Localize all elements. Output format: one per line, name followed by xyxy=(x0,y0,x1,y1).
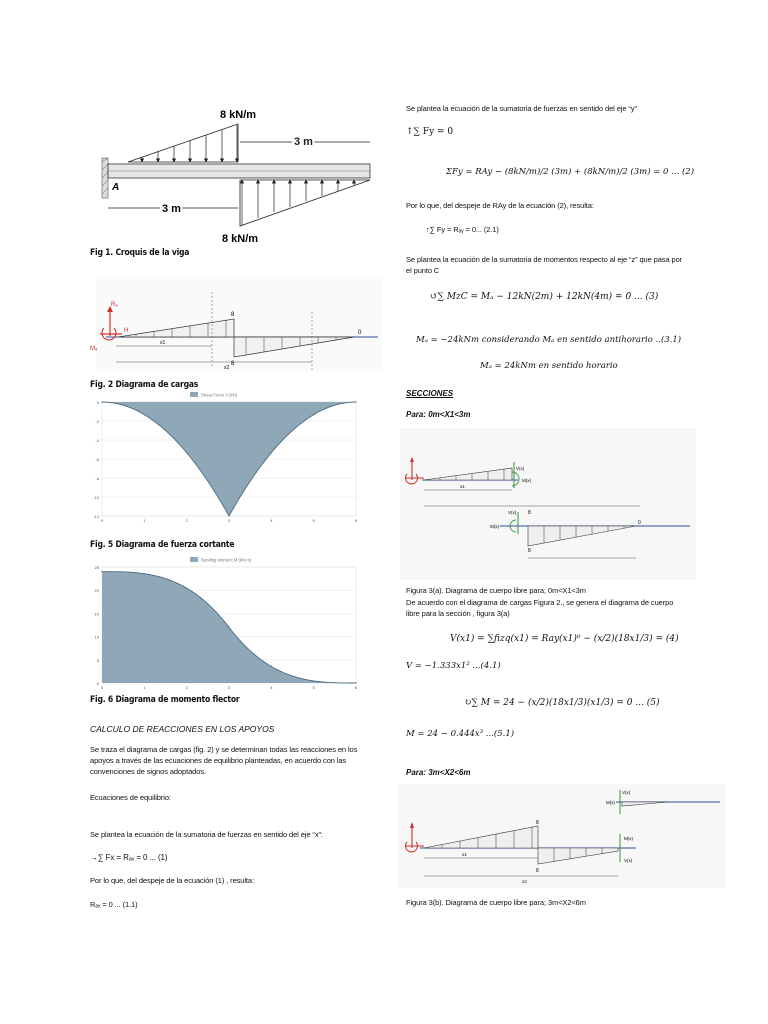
fig3b-vx: V(x) xyxy=(624,858,633,863)
y-tick-label: -4 xyxy=(95,438,99,443)
fig2-peak-top: 8 xyxy=(231,312,235,318)
fig1-dim-bottom: 3 m xyxy=(162,203,181,215)
shear-force-chart xyxy=(88,388,360,526)
data-point xyxy=(101,571,102,572)
fig3b-x2: x2 xyxy=(522,879,527,884)
section1-heading: Para: 0m<X1<3m xyxy=(406,410,471,419)
fig3a-eight-top: 8 xyxy=(528,510,531,516)
fig3a-vx-top: V(x) xyxy=(516,466,525,471)
para-despeje1: Por lo que, del despeje de la ecuación (1) , resulta: xyxy=(90,876,254,885)
fig3b-mx: M(x) xyxy=(624,836,633,841)
eq3: ↺∑ MzC = Mₐ − 12kN(2m) + 12kN(4m) = 0 ... (3) xyxy=(430,292,659,302)
data-point xyxy=(144,414,145,415)
data-point xyxy=(228,515,229,516)
para-cargas: Se traza el diagrama de cargas (fig. 2) y se determinan todas las reacciones en los apoyos a través de las ecuaciones de equilibrio planteadas, en acuerdo con las convenciones de signos adoptados. xyxy=(90,745,358,776)
free-body-3a-figure xyxy=(400,428,696,580)
x-tick-label: 6 xyxy=(354,518,358,523)
beam-sketch-figure xyxy=(98,104,380,246)
eq4-1: V = −1.333x1² ...(4.1) xyxy=(406,661,501,671)
eq2: ΣFy = RAy − (8kN/m)/2 (3m) + (8kN/m)/2 (3m) = 0 ... (2) xyxy=(446,167,695,177)
x-tick-label: 2 xyxy=(185,685,188,690)
y-tick-label: -10 xyxy=(93,495,99,500)
y-tick-label: -2 xyxy=(95,419,99,424)
y-tick-label: 0 xyxy=(96,681,99,686)
eq1-1: Rₐₓ = 0 ... (1.1) xyxy=(90,900,138,909)
data-point xyxy=(271,452,272,453)
data-point xyxy=(144,573,145,574)
para-y: Se plantea la ecuación de la sumatoria de fuerzas en sentido del eje “y” xyxy=(406,104,637,113)
y-tick-label: 10 xyxy=(94,634,99,640)
data-point xyxy=(313,681,314,682)
calc-heading: CALCULO DE REACCIONES EN LOS APOYOS xyxy=(90,724,275,734)
data-point xyxy=(313,414,314,415)
fig2-x2: x2 xyxy=(224,365,230,371)
fig3a-mx-top: M(x) xyxy=(522,478,531,483)
legend-label: Bending Moment M (kN·m) xyxy=(201,557,252,563)
x-tick-label: 1 xyxy=(143,685,146,690)
y-tick-label: 15 xyxy=(94,611,99,617)
data-point xyxy=(186,588,187,589)
section2-heading: Para: 3m<X2<6m xyxy=(406,768,471,777)
fig3a-x1: x1 xyxy=(460,484,465,489)
fig1-load-top: 8 kN/m xyxy=(220,109,257,121)
x-tick-label: 4 xyxy=(270,685,273,690)
fig3a-eight-bottom: 8 xyxy=(528,548,531,554)
x-tick-label: 5 xyxy=(312,518,315,523)
sum-fy: ↑∑ Fy = 0 xyxy=(406,127,454,137)
para-x: Se plantea la ecuación de la sumatoria de fuerzas en sentido del eje “x”: xyxy=(90,830,323,839)
fig6-caption: Fig. 6 Diagrama de momento flector xyxy=(90,695,240,705)
x-tick-label: 1 xyxy=(143,518,146,523)
x-tick-label: 3 xyxy=(227,685,231,690)
y-tick-label: -6 xyxy=(95,457,99,462)
fig2-peak-bottom: 8 xyxy=(231,361,235,367)
data-point xyxy=(355,401,356,402)
x-tick-label: 3 xyxy=(227,518,231,523)
y-tick-label: 5 xyxy=(96,657,99,663)
fig3b-vx-top: V(x) xyxy=(622,790,631,795)
para-ray: Por lo que, del despeje de RAy de la ecuación (2), resulta: xyxy=(406,201,594,210)
x-tick-label: 0 xyxy=(100,685,104,690)
y-tick-label: -12 xyxy=(93,514,99,519)
para-momentos: Se plantea la ecuación de la sumatoria de momentos respecto al eje “z” que pasa por el punto C xyxy=(406,255,683,275)
fig3b-eight-top: 8 xyxy=(536,820,539,826)
fig2-h: H xyxy=(124,328,129,334)
legend-swatch xyxy=(190,392,198,397)
fig5-caption: Fig. 5 Diagrama de fuerza cortante xyxy=(90,540,235,550)
eq2-1: ↑∑ Fy = Rₐᵧ = 0... (2.1) xyxy=(426,225,499,234)
fig1-load-bottom: 8 kN/m xyxy=(222,233,259,245)
free-body-3b-figure xyxy=(398,784,726,888)
x-tick-label: 6 xyxy=(354,685,358,690)
bending-moment-chart xyxy=(88,553,360,693)
y-tick-label: 0 xyxy=(96,400,99,405)
eq3-1: Mₐ = −24kNm considerando Mₐ en sentido antihorario ..(3.1) xyxy=(416,335,682,345)
eq-label: Ecuaciones de equilibrio: xyxy=(90,793,171,802)
data-point xyxy=(228,627,229,628)
fig2-ma: Mₐ xyxy=(90,346,98,352)
fig2-end-value: 0 xyxy=(358,330,362,336)
fig1-support-a: A xyxy=(112,182,120,193)
eq5-1: M = 24 − 0.444x³ ...(5.1) xyxy=(406,729,515,739)
legend-swatch xyxy=(190,557,198,562)
fig3b-caption: Figura 3(b). Diagrama de cuerpo libre para; 3m<X2<6m xyxy=(406,898,586,907)
fig2-caption: Fig. 2 Diagrama de cargas xyxy=(90,380,199,390)
data-point xyxy=(355,682,356,683)
legend-label: Shear Force V (kN) xyxy=(201,392,238,398)
fig3b-x1: x1 xyxy=(462,852,467,857)
data-point xyxy=(271,666,272,667)
fig3a-mx-bottom: M(x) xyxy=(490,524,499,529)
fig3a-caption: Figura 3(a). Diagrama de cuerpo libre para; 0m<X1<3m xyxy=(406,586,586,595)
fig3b-mx-top: M(x) xyxy=(606,800,615,805)
eq1: →∑ Fx = Rₐₓ = 0 ... (1) xyxy=(90,853,168,862)
y-tick-label: 20 xyxy=(94,588,99,594)
fig1-caption: Fig 1. Croquis de la viga xyxy=(90,248,190,258)
fig1-dim-top: 3 m xyxy=(294,136,313,148)
y-tick-label: -8 xyxy=(95,476,99,481)
x-tick-label: 0 xyxy=(100,518,104,523)
fig3a-zero: 0 xyxy=(638,520,641,526)
para-3a: De acuerdo con el diagrama de cargas Figura 2., se genera el diagrama de cuerpo libre para la sección , figura 3(a) xyxy=(406,598,674,618)
x-tick-label: 4 xyxy=(270,518,273,523)
y-tick-label: 25 xyxy=(94,565,99,570)
data-point xyxy=(101,401,102,402)
eq4: V(x1) = ∑fizq(x1) = Ray(x1)⁰ − (x/2)(18x1/3) = (4) xyxy=(450,634,679,644)
sections-heading: SECCIONES xyxy=(406,389,454,398)
fig2-ra: Rₐ xyxy=(111,302,118,308)
fig3b-eight-bottom: 8 xyxy=(536,868,539,874)
fig3a-vx-bottom: V(x) xyxy=(508,510,517,515)
eq5: ↻∑ M = 24 − (x/2)(18x1/3)(x1/3) = 0 ... (5) xyxy=(464,698,660,708)
load-diagram-figure xyxy=(90,276,382,372)
eq3-1b: Mₐ = 24kNm en sentido horario xyxy=(480,361,618,371)
x-tick-label: 2 xyxy=(185,518,188,523)
data-point xyxy=(186,452,187,453)
fig2-x1: x1 xyxy=(160,340,166,346)
x-tick-label: 5 xyxy=(312,685,315,690)
